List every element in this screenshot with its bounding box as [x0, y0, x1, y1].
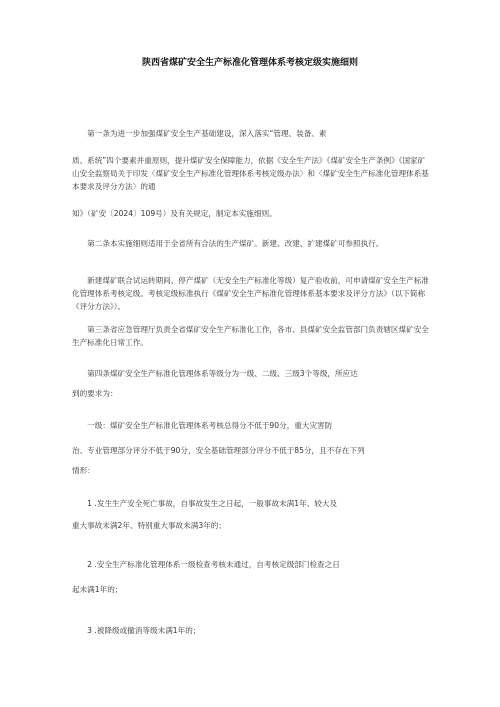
item-3-line-1: 3 .被降级或撤消等级未满1年的；	[72, 626, 201, 635]
article-2-paragraph-2: 新建煤矿联合试运转期间、停产煤矿（无安全生产标准化等级）复产验收前，可申请煤矿安全生产标准化管理体系考核定级。考核定级标准执行《煤矿安全生产标准化管理体系基本要求及评分方法》（以下简称《评分方法》）。	[72, 276, 429, 311]
article-1-line-2: 质、系统”四个要素并重原则，提升煤矿安全保障能力，依据《安全生产法》《煤矿安全生产条例》《国家矿山安全监察局关于印发〈煤矿安全生产标准化管理体系考核定级办法〉和〈煤矿安全生产标准化管理体系基本要求及评分方法〉的通	[72, 156, 429, 191]
level-1-line-2: 治、专业管理部分评分不低于90分，安全基础管理部分评分不低于85分，且不存在下列	[72, 446, 365, 455]
item-2-line-1: 2 .安全生产标准化管理体系一级检查考核未通过，自考核定级部门检查之日	[72, 560, 340, 569]
level-1-line-3: 情形：	[72, 466, 95, 475]
article-1-line-3: 知》（矿安〔2024〕109号）及有关规定，制定本实施细则。	[72, 209, 277, 218]
item-1-line-2: 重大事故未满2年、特别重大事故未满3年的；	[72, 521, 226, 530]
document-title: 陕西省煤矿安全生产标准化管理体系考核定级实施细则	[141, 58, 358, 68]
item-1-line-1: 1 .发生生产安全死亡事故，自事故发生之日起，一般事故未满1年、较大及	[72, 499, 338, 508]
item-2-line-2: 起未满1年的；	[72, 585, 123, 594]
article-4-line-2: 到的要求为：	[72, 389, 118, 398]
article-4-line-1: 第四条煤矿安全生产标准化管理体系等级分为一级、二级、三级3个等级，所应达	[72, 369, 358, 378]
level-1-line-1: 一级：煤矿安全生产标准化管理体系考核总得分不低于90分，重大灾害防	[72, 421, 333, 430]
article-3: 第三条省应急管理厅负责全省煤矿安全生产标准化工作，各市、县煤矿安全监管部门负责辖区煤矿安全生产标准化日常工作。	[72, 325, 429, 347]
article-2: 第二条本实施细则适用于全省所有合法的生产煤矿。新建、改建、扩建煤矿可参照执行。	[72, 239, 384, 248]
article-1-line-1: 第一条为进一步加强煤矿安全生产基础建设，深入落实“管理、装备、素	[72, 129, 327, 138]
